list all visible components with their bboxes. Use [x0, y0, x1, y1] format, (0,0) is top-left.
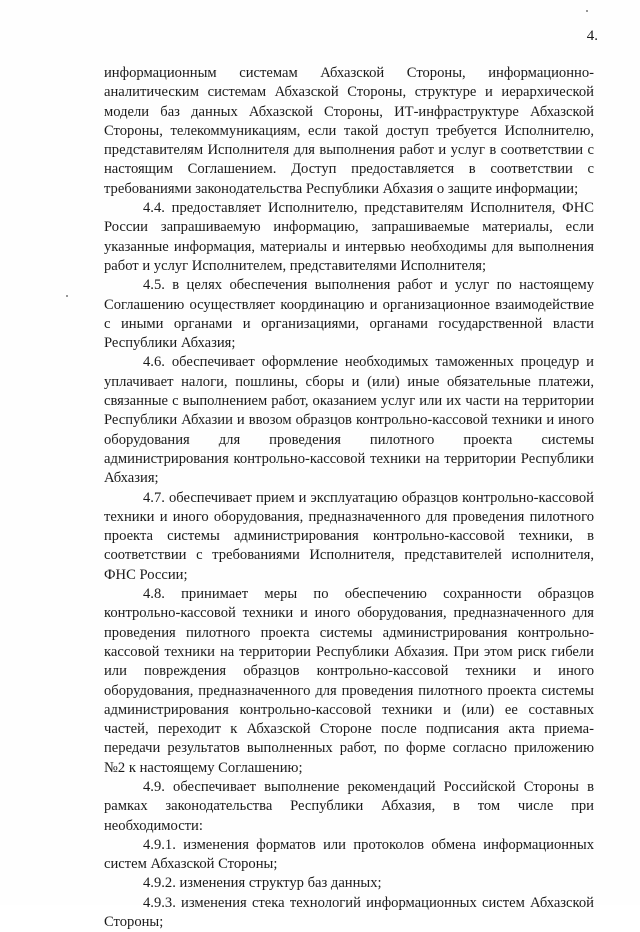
paragraph-4-9: 4.9. обеспечивает выполнение рекомендаций Российской Стороны в рамках законодательства Республики Абхазия, в том числе при необходимости: — [104, 778, 594, 834]
paragraph-4-9-1: 4.9.1. изменения форматов или протоколов обмена информационных систем Абхазской Стороны; — [104, 836, 594, 873]
paragraph-4-6: 4.6. обеспечивает оформление необходимых таможенных процедур и уплачивает налоги, пошлины, сборы и (или) иные обязательные платежи, связанные с выполнением работ, оказанием услуг или их части на территории Республики Абхазии и ввозом образцов контрольно-кассовой техники и иного оборудования для проведения пилотного проекта системы администрирования контрольно-кассовой техники на территории Республики Абхазия; — [104, 354, 594, 487]
document-body — [104, 64, 594, 932]
page-number: 4. — [586, 28, 598, 44]
paragraph-continuation: информационным системам Абхазской Стороны, информационно-аналитическим системам Абхазской Стороны, структуре и иерархической модели баз данных Абхазской Стороны, ИТ-инфраструктуре Абхазской Стороны, телекоммуникациям, если такой доступ требуется Исполнителю, представителям Исполнителя для выполнения работ и услуг в соответствии с настоящим Соглашением. Доступ предоставляется в соответствии с требованиями законодательства Республики Абхазия о защите информации; — [104, 65, 594, 197]
scan-speck — [66, 295, 68, 297]
paragraph-4-5: 4.5. в целях обеспечения выполнения работ и услуг по настоящему Соглашению осуществляет координацию и организационное взаимодействие с иными органами и организациями, органами государственной власти Республики Абхазия; — [104, 277, 594, 352]
scan-speck — [586, 10, 588, 12]
paragraph-4-7: 4.7. обеспечивает прием и эксплуатацию образцов контрольно-кассовой техники и иного оборудования, предназначенного для проведения пилотного проекта системы администрирования контрольно-кассовой техники, в соответствии с требованиями Исполнителя, представителей исполнителя, ФНС России; — [104, 489, 594, 583]
paragraph-4-4: 4.4. предоставляет Исполнителю, представителям Исполнителя, ФНС России запрашиваемую информацию, запрашиваемые материалы, если указанные информация, материалы и интервью необходимы для выполнения работ и услуг Исполнителем, представителями Исполнителя; — [104, 200, 594, 274]
paragraph-4-8: 4.8. принимает меры по обеспечению сохранности образцов контрольно-кассовой техники и иного оборудования, предназначенного для проведения пилотного проекта системы администрирования контрольно-кассовой техники на территории Республики Абхазия. При этом риск гибели или повреждения образцов контрольно-кассовой техники и иного оборудования, предназначенного для проведения пилотного проекта системы администрирования контрольно-кассовой техники и (или) ее составных частей, переходит к Абхазской Стороне после подписания акта приема-передачи результатов выполненных работ, по форме согласно приложению №2 к настоящему Соглашению; — [104, 586, 594, 776]
paragraph-4-9-3: 4.9.3. изменения стека технологий информационных систем Абхазской Стороны; — [104, 894, 594, 931]
paragraph-4-9-2: 4.9.2. изменения структур баз данных; — [143, 875, 382, 892]
